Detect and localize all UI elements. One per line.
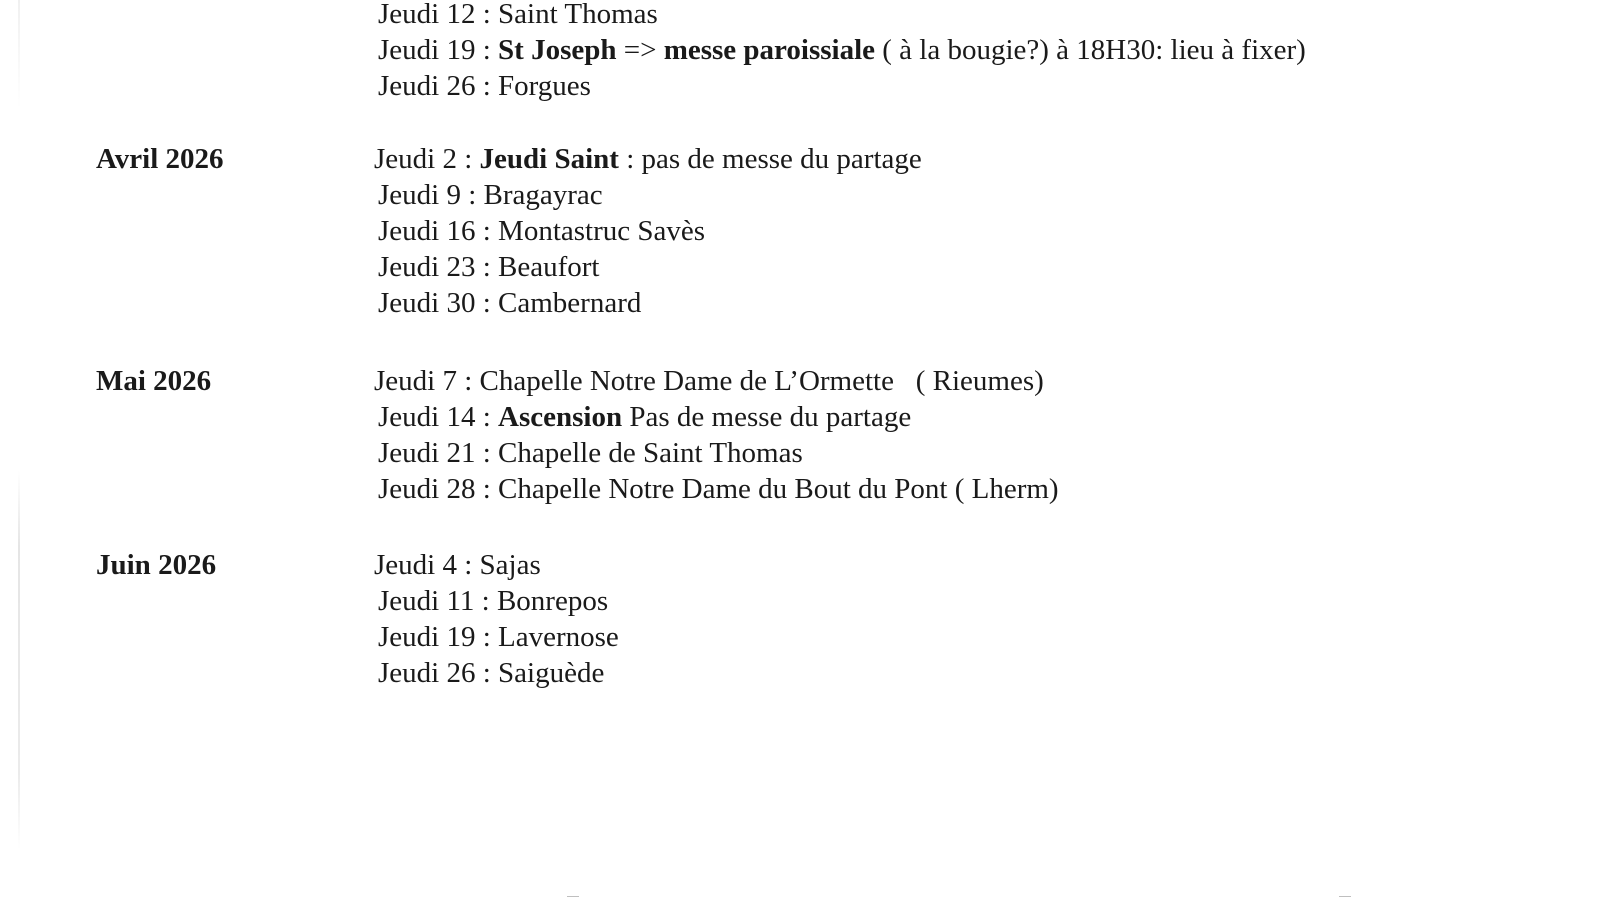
scan-mark [1339, 896, 1351, 897]
entry-text: Sajas [479, 549, 541, 581]
entry-day: Jeudi 26 : [378, 70, 499, 102]
entry-day: Jeudi 30 : [378, 287, 499, 319]
entry-list [378, 0, 1306, 104]
entry-day: Jeudi 12 : [378, 0, 499, 30]
entry-day: Jeudi 9 : [378, 179, 484, 211]
entry-day: Jeudi 19 : [378, 34, 499, 66]
entry-jeudi-14 [378, 399, 1059, 435]
entry-text: Forgues [498, 70, 591, 102]
entry-jeudi-7 [374, 363, 1059, 399]
entry-text: Chapelle Notre Dame de L’Ormette ( Rieumes) [479, 365, 1044, 397]
entry-day: Jeudi 21 : [378, 437, 499, 469]
entry-text: Chapelle Notre Dame du Bout du Pont ( Lherm) [498, 473, 1059, 505]
entry-jeudi-16 [378, 213, 922, 249]
entry-feast: Ascension [498, 401, 623, 433]
entry-day: Jeudi 14 : [378, 401, 499, 433]
entry-text: Pas de messe du partage [622, 401, 912, 433]
entry-day: Jeudi 2 : [374, 143, 480, 175]
entry-jeudi-12 [378, 0, 1306, 32]
entry-jeudi-23 [378, 249, 922, 285]
entry-jeudi-26 [378, 655, 619, 691]
entry-jeudi-19 [378, 32, 1306, 68]
entry-day: Jeudi 26 : [378, 657, 499, 689]
entry-feast: St Joseph [498, 34, 617, 66]
entry-day: Jeudi 19 : [378, 621, 499, 653]
entry-day: Jeudi 28 : [378, 473, 499, 505]
entry-arrow: => [616, 34, 664, 66]
entry-jeudi-2 [374, 141, 922, 177]
entry-day: Jeudi 4 : [374, 549, 480, 581]
entry-jeudi-9 [378, 177, 922, 213]
entry-day: Jeudi 16 : [378, 215, 499, 247]
entry-jeudi-11 [378, 583, 619, 619]
entry-jeudi-28 [378, 471, 1059, 507]
entry-jeudi-19 [378, 619, 619, 655]
entry-text: Montastruc Savès [498, 215, 706, 247]
entry-text: Saiguède [498, 657, 605, 689]
entry-text: : pas de messe du partage [618, 143, 922, 175]
scan-edge-top [18, 0, 20, 110]
entry-text: Lavernose [498, 621, 619, 653]
entry-list [374, 547, 619, 691]
entry-text: ( à la bougie?) à 18H30: lieu à fixer) [875, 34, 1306, 66]
month-label: Juin 2026 [96, 549, 217, 581]
entry-day: Jeudi 7 : [374, 365, 480, 397]
entry-jeudi-21 [378, 435, 1059, 471]
scan-edge-left [18, 470, 20, 850]
scan-mark [567, 896, 579, 897]
entry-text: Cambernard [498, 287, 642, 319]
entry-day: Jeudi 23 : [378, 251, 499, 283]
entry-jeudi-4 [374, 547, 619, 583]
entry-list [374, 141, 922, 321]
entry-feast: Jeudi Saint [479, 143, 619, 175]
entry-day: Jeudi 11 : [378, 585, 497, 617]
entry-text: Bragayrac [483, 179, 603, 211]
entry-text: Chapelle de Saint Thomas [498, 437, 803, 469]
entry-jeudi-26 [378, 68, 1306, 104]
entry-emphasis: messe paroissiale [663, 34, 876, 66]
entry-text: Saint Thomas [498, 0, 658, 30]
entry-text: Beaufort [498, 251, 600, 283]
entry-text: Bonrepos [496, 585, 609, 617]
month-label: Avril 2026 [96, 143, 224, 175]
entry-jeudi-30 [378, 285, 922, 321]
month-label: Mai 2026 [96, 365, 212, 397]
entry-list [374, 363, 1059, 507]
